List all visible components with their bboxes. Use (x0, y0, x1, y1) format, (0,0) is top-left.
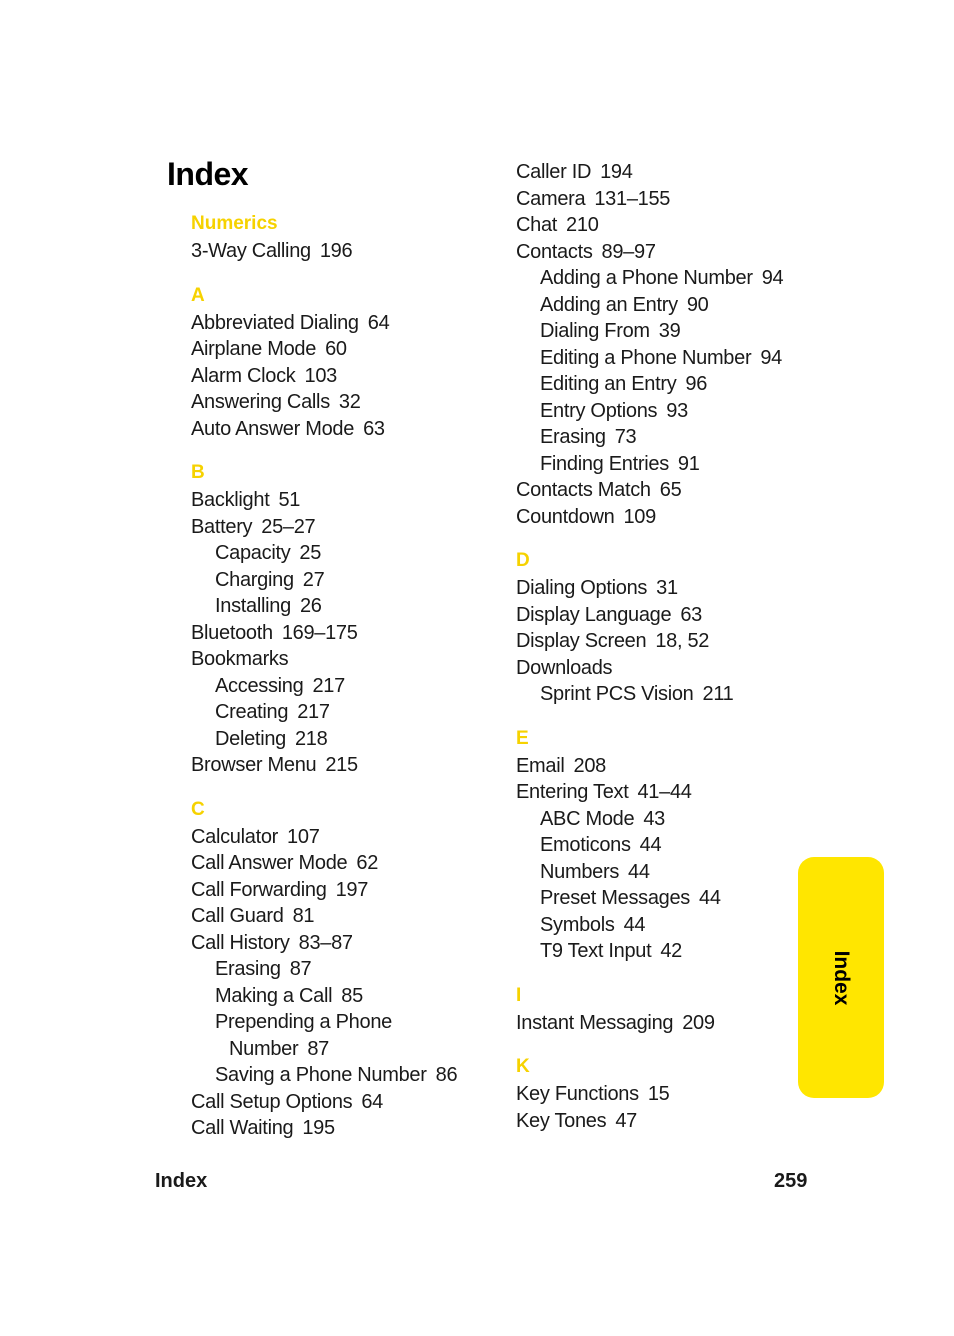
index-entry-pages: 44 (628, 860, 650, 883)
index-entry-pages: 60 (325, 338, 347, 360)
section-spacer (516, 1036, 846, 1053)
index-entry-term: Preset Messages (540, 887, 691, 909)
index-entry (516, 318, 846, 345)
index-entry-term: Downloads (516, 656, 613, 679)
index-entry-pages: 25 (299, 542, 322, 564)
index-entry-term: Emoticons (540, 834, 631, 856)
index-entry-pages: 169–175 (281, 621, 358, 644)
index-entry (191, 752, 521, 779)
index-entry-pages: 209 (682, 1011, 715, 1034)
index-entry (191, 850, 521, 877)
index-entry (191, 416, 521, 443)
index-entry-term: Adding a Phone Number (540, 267, 753, 289)
index-entry-pages: 94 (761, 267, 784, 289)
index-entry-term: Adding an Entry (540, 293, 678, 316)
index-entry-pages: 44 (623, 913, 646, 936)
index-entry-pages: 15 (647, 1083, 670, 1105)
index-entry-term: Backlight (191, 489, 270, 511)
index-entry (191, 620, 521, 647)
index-entry-pages: 81 (292, 905, 315, 927)
section-spacer (516, 708, 846, 725)
index-entry (516, 292, 846, 319)
index-column-left (191, 210, 521, 1142)
index-entry (191, 310, 521, 337)
index-entry (191, 1009, 521, 1036)
index-entry (516, 753, 846, 780)
index-entry-term: Call Waiting (191, 1117, 294, 1139)
index-entry (516, 239, 846, 266)
index-entry-pages: 194 (600, 161, 633, 183)
index-entry-pages: 31 (656, 577, 678, 599)
index-entry (516, 265, 846, 292)
index-entry (191, 726, 521, 753)
index-entry-term: Dialing Options (516, 577, 648, 599)
index-entry-term: Answering Calls (191, 391, 330, 413)
index-entry-term: Numbers (540, 860, 620, 883)
index-section-heading: I (516, 984, 522, 1006)
index-entry-pages: 27 (302, 568, 325, 591)
index-entry-pages: 32 (338, 391, 361, 413)
index-entry (516, 424, 846, 451)
index-section-heading: D (516, 550, 530, 571)
index-entry (191, 1089, 521, 1116)
index-entry-term: Abbreviated Dialing (191, 311, 359, 334)
index-entry-term: Number (229, 1037, 299, 1060)
index-entry (191, 238, 521, 265)
index-entry-pages: 208 (573, 754, 606, 777)
index-entry-term: Dialing From (540, 320, 650, 342)
index-entry (516, 628, 846, 655)
index-entry-pages: 91 (677, 452, 700, 475)
index-entry (516, 504, 846, 531)
index-entry (191, 336, 521, 363)
index-entry-pages: 195 (302, 1117, 335, 1139)
section-spacer (516, 965, 846, 982)
index-entry-pages: 44 (639, 834, 662, 856)
index-entry-pages: 39 (658, 320, 681, 342)
index-entry (516, 681, 846, 708)
index-section-heading: C (191, 798, 205, 820)
index-entry-term: ABC Mode (540, 807, 635, 830)
index-entry-term: Erasing (215, 958, 281, 980)
index-entry-term: Auto Answer Mode (191, 417, 355, 440)
index-entry (516, 602, 846, 629)
section-spacer (516, 530, 846, 547)
index-entry-term: Display Language (516, 603, 672, 626)
index-entry-term: Call History (191, 931, 290, 954)
index-entry-term: Countdown (516, 505, 615, 528)
index-entry (191, 1115, 521, 1142)
index-entry-pages: 41–44 (637, 781, 692, 803)
index-entry-term: Making a Call (215, 984, 333, 1007)
index-entry-term: Caller ID (516, 161, 592, 183)
index-entry-pages: 218 (294, 727, 328, 750)
index-entry-pages: 26 (299, 595, 322, 617)
index-entry-pages: 87 (289, 958, 312, 980)
index-entry-pages: 73 (614, 426, 637, 448)
index-entry-pages: 51 (278, 489, 301, 511)
index-entry (516, 575, 846, 602)
index-entry-pages: 107 (287, 825, 320, 848)
index-entry-pages: 211 (702, 683, 734, 705)
index-entry-term: Editing an Entry (540, 373, 677, 395)
index-entry-pages: 197 (335, 878, 369, 901)
index-entry (516, 451, 846, 478)
index-entry (516, 371, 846, 398)
index-entry-term: Camera (516, 187, 586, 210)
index-entry-pages: 63 (363, 417, 385, 440)
index-entry (516, 779, 846, 806)
index-entry-term: Chat (516, 214, 558, 236)
index-entry-pages: 90 (686, 293, 709, 316)
side-tab-label: Index (830, 950, 853, 1005)
index-entry-term: Creating (215, 701, 289, 723)
index-entry-term: Saving a Phone Number (215, 1064, 427, 1086)
index-entry-pages: 103 (304, 364, 337, 387)
index-entry-pages: 87 (307, 1037, 329, 1060)
index-entry-term: Alarm Clock (191, 364, 296, 387)
index-entry (191, 514, 521, 541)
index-entry-pages: 210 (566, 214, 599, 236)
index-entry (191, 363, 521, 390)
index-entry (516, 655, 846, 682)
index-entry-term: Battery (191, 515, 253, 538)
index-entry (191, 389, 521, 416)
index-entry (191, 1062, 521, 1089)
index-entry-term: T9 Text Input (540, 940, 652, 962)
index-entry-term: Calculator (191, 825, 279, 848)
index-entry (191, 956, 521, 983)
index-entry-pages: 94 (760, 346, 782, 369)
index-entry (516, 1108, 846, 1135)
index-entry-pages: 217 (297, 701, 330, 723)
index-section-heading: B (191, 462, 205, 483)
index-entry-term: Browser Menu (191, 754, 317, 776)
index-entry (191, 1036, 521, 1063)
index-entry-term: Key Functions (516, 1083, 639, 1105)
index-section-heading: E (516, 727, 529, 749)
index-entry-term: Accessing (215, 674, 304, 697)
index-entry-pages: 44 (699, 887, 721, 909)
index-entry (191, 877, 521, 904)
index-entry (516, 806, 846, 833)
index-entry (191, 903, 521, 930)
index-entry-pages: 62 (356, 852, 379, 874)
index-entry-term: Call Forwarding (191, 878, 327, 901)
index-entry-term: Erasing (540, 426, 606, 448)
index-entry (191, 983, 521, 1010)
index-entry (516, 345, 846, 372)
index-entry-pages: 86 (435, 1064, 458, 1086)
index-entry-term: Call Setup Options (191, 1090, 353, 1113)
index-entry-term: Call Answer Mode (191, 852, 348, 874)
section-spacer (191, 779, 521, 796)
index-entry-term: Airplane Mode (191, 338, 317, 360)
index-entry (516, 1081, 846, 1108)
index-entry (516, 398, 846, 425)
index-entry (191, 824, 521, 851)
index-entry-pages: 42 (660, 940, 683, 962)
index-entry-pages: 63 (680, 603, 702, 626)
section-spacer (191, 442, 521, 459)
index-entry (191, 673, 521, 700)
index-entry-term: Capacity (215, 542, 291, 564)
index-entry-pages: 131–155 (594, 187, 671, 210)
index-entry (516, 938, 846, 965)
index-entry (191, 540, 521, 567)
index-entry-term: Prepending a Phone (215, 1011, 392, 1033)
index-entry-term: Finding Entries (540, 452, 669, 475)
index-entry-pages: 65 (659, 479, 682, 501)
index-entry (191, 699, 521, 726)
index-entry-term: Entry Options (540, 399, 658, 422)
page-title: Index (167, 156, 249, 192)
index-entry-pages: 47 (615, 1109, 637, 1132)
index-entry-pages: 89–97 (601, 240, 656, 263)
index-entry-pages: 85 (341, 984, 363, 1007)
index-entry-pages: 64 (367, 311, 390, 334)
index-entry-term: Key Tones (516, 1109, 607, 1132)
index-entry-pages: 18, 52 (655, 630, 710, 652)
index-entry (516, 885, 846, 912)
index-entry-term: Email (516, 754, 565, 777)
index-entry-pages: 215 (325, 754, 358, 776)
index-entry (191, 646, 521, 673)
index-entry-pages: 96 (685, 373, 708, 395)
index-entry-pages: 43 (643, 807, 665, 830)
index-entry (191, 593, 521, 620)
index-entry-pages: 93 (666, 399, 688, 422)
index-entry-pages: 196 (319, 240, 353, 262)
index-entry-term: Editing a Phone Number (540, 346, 752, 369)
index-section-heading: Numerics (191, 213, 278, 234)
index-entry-term: Symbols (540, 913, 615, 936)
index-section-heading: K (516, 1056, 530, 1077)
index-entry (516, 832, 846, 859)
index-entry-pages: 109 (623, 505, 656, 528)
footer-page-number: 259 (774, 1170, 808, 1192)
index-entry (191, 930, 521, 957)
index-entry-term: Contacts Match (516, 479, 651, 501)
index-entry (516, 186, 846, 213)
index-entry-term: Bookmarks (191, 648, 289, 670)
index-entry (516, 1010, 846, 1037)
footer-section-name: Index (155, 1170, 208, 1192)
index-entry-term: Contacts (516, 240, 593, 263)
index-entry-pages: 25–27 (261, 515, 316, 538)
section-side-tab (798, 857, 884, 1098)
index-column-right (516, 159, 846, 1134)
section-spacer (191, 265, 521, 282)
index-entry-term: Charging (215, 568, 294, 591)
index-entry (191, 487, 521, 514)
index-entry (516, 212, 846, 239)
index-entry-term: Sprint PCS Vision (540, 683, 694, 705)
index-entry-term: Deleting (215, 727, 286, 750)
index-entry (516, 159, 846, 186)
index-entry-pages: 217 (312, 674, 345, 697)
index-entry-term: 3-Way Calling (191, 240, 311, 262)
index-entry (516, 859, 846, 886)
index-entry (516, 477, 846, 504)
index-section-heading: A (191, 284, 205, 306)
index-entry-term: Call Guard (191, 905, 284, 927)
index-entry-pages: 83–87 (298, 931, 353, 954)
index-entry (516, 912, 846, 939)
index-entry-term: Display Screen (516, 630, 647, 652)
index-entry-term: Entering Text (516, 781, 629, 803)
index-entry (191, 567, 521, 594)
index-entry-term: Instant Messaging (516, 1011, 674, 1034)
index-entry-term: Bluetooth (191, 621, 273, 644)
index-entry-pages: 64 (361, 1090, 384, 1113)
index-entry-term: Installing (215, 595, 291, 617)
